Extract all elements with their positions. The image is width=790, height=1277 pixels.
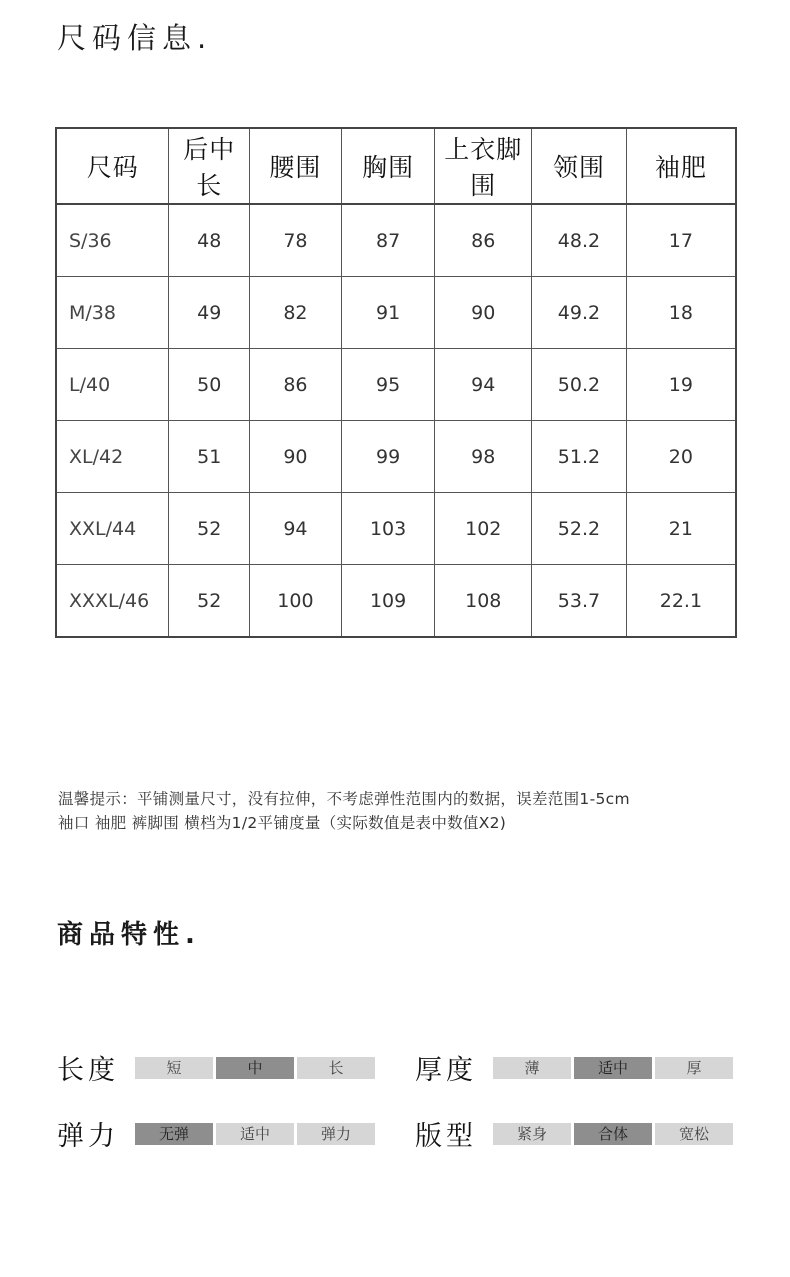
attr-label: 厚度 — [415, 1055, 477, 1086]
cell-value: 90 — [250, 421, 342, 493]
header-hem: 上衣脚围 — [435, 128, 532, 204]
cell-value: 52 — [169, 493, 250, 565]
cell-value: 48 — [169, 204, 250, 277]
table-row — [56, 565, 736, 638]
table-header-row — [56, 128, 736, 204]
option-chip: 短 — [135, 1057, 213, 1079]
option-chip: 适中 — [216, 1123, 294, 1145]
option-chip: 适中 — [574, 1057, 652, 1079]
cell-value: 102 — [435, 493, 532, 565]
attr-length — [57, 1048, 378, 1087]
header-size: 尺码 — [56, 128, 169, 204]
cell-size: S/36 — [56, 204, 169, 277]
header-back-length: 后中长 — [169, 128, 250, 204]
cell-value: 98 — [435, 421, 532, 493]
cell-value: 17 — [626, 204, 736, 277]
attr-label: 版型 — [415, 1121, 477, 1152]
option-chip: 中 — [216, 1057, 294, 1079]
cell-value: 50.2 — [532, 349, 627, 421]
tip-line-2: 袖口 袖肥 裤脚围 横档为1/2平铺度量（实际数值是表中数值X2) — [58, 814, 507, 832]
option-chip: 宽松 — [655, 1123, 733, 1145]
table-row — [56, 204, 736, 277]
header-waist: 腰围 — [250, 128, 342, 204]
cell-size: XXXL/46 — [56, 565, 169, 638]
size-table — [55, 127, 737, 638]
cell-value: 78 — [250, 204, 342, 277]
attr-label: 弹力 — [57, 1121, 119, 1152]
cell-value: 19 — [626, 349, 736, 421]
option-chip: 薄 — [493, 1057, 571, 1079]
cell-value: 20 — [626, 421, 736, 493]
cell-size: XL/42 — [56, 421, 169, 493]
cell-value: 82 — [250, 277, 342, 349]
cell-size: L/40 — [56, 349, 169, 421]
option-chip: 无弹 — [135, 1123, 213, 1145]
cell-value: 51 — [169, 421, 250, 493]
attr-thickness — [415, 1048, 736, 1087]
cell-value: 108 — [435, 565, 532, 638]
cell-value: 95 — [341, 349, 435, 421]
attr-elasticity — [57, 1114, 378, 1153]
table-row — [56, 277, 736, 349]
option-chip: 弹力 — [297, 1123, 375, 1145]
cell-value: 50 — [169, 349, 250, 421]
cell-value: 52 — [169, 565, 250, 638]
cell-value: 99 — [341, 421, 435, 493]
cell-value: 52.2 — [532, 493, 627, 565]
cell-value: 21 — [626, 493, 736, 565]
header-chest: 胸围 — [341, 128, 435, 204]
cell-size: M/38 — [56, 277, 169, 349]
cell-value: 22.1 — [626, 565, 736, 638]
size-info-title: 尺码信息. — [57, 21, 213, 55]
table-row — [56, 349, 736, 421]
cell-value: 51.2 — [532, 421, 627, 493]
cell-value: 91 — [341, 277, 435, 349]
cell-value: 49 — [169, 277, 250, 349]
cell-value: 109 — [341, 565, 435, 638]
table-row — [56, 421, 736, 493]
cell-value: 49.2 — [532, 277, 627, 349]
cell-value: 94 — [250, 493, 342, 565]
cell-value: 53.7 — [532, 565, 627, 638]
cell-value: 86 — [435, 204, 532, 277]
header-collar: 领围 — [532, 128, 627, 204]
cell-value: 18 — [626, 277, 736, 349]
header-sleeve: 袖肥 — [626, 128, 736, 204]
cell-value: 90 — [435, 277, 532, 349]
cell-value: 103 — [341, 493, 435, 565]
option-chip: 紧身 — [493, 1123, 571, 1145]
cell-value: 94 — [435, 349, 532, 421]
option-chip: 合体 — [574, 1123, 652, 1145]
tip-line-1: 温馨提示：平铺测量尺寸，没有拉伸，不考虑弹性范围内的数据，误差范围1-5cm — [58, 790, 630, 808]
attr-fit — [415, 1114, 736, 1153]
measurement-tip — [58, 787, 630, 835]
cell-size: XXL/44 — [56, 493, 169, 565]
table-row — [56, 493, 736, 565]
product-features-title: 商品特性. — [57, 920, 201, 950]
cell-value: 87 — [341, 204, 435, 277]
cell-value: 86 — [250, 349, 342, 421]
cell-value: 48.2 — [532, 204, 627, 277]
attr-label: 长度 — [57, 1055, 119, 1086]
option-chip: 长 — [297, 1057, 375, 1079]
cell-value: 100 — [250, 565, 342, 638]
option-chip: 厚 — [655, 1057, 733, 1079]
